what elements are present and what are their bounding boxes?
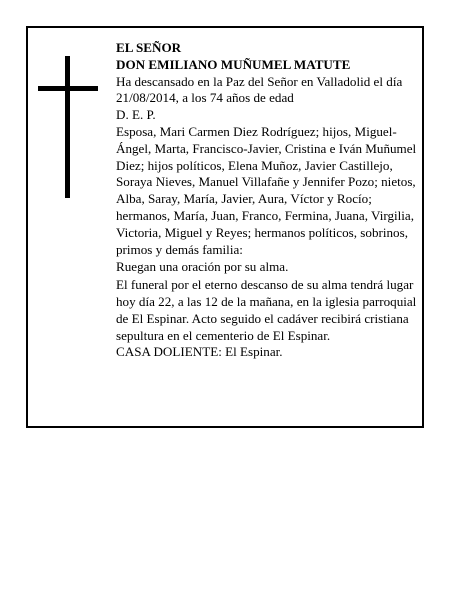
family-text: Esposa, Mari Carmen Diez Rodríguez; hijos, Miguel-Ángel, Marta, Francisco-Javier, Cristina e Iván Muñumel Diez; hijos políticos, Elena Muñoz, Javier Castillejo, Soraya Nieves, Manuel Villafañe y Jennifer Pozo; nietos, Alba, Saray, María, Javier, Aura, Víctor y Rocío; hermanos, María, Juan, Franco, Fermina, Juana, Virgilia, Victoria, Miguel y Reyes; hermanos políticos, sobrinos, primos y demás familia:	[116, 123, 417, 257]
prayer-text: Ruegan una oración por su alma.	[116, 259, 289, 275]
cross-vertical-bar	[65, 56, 70, 198]
funeral-text: El funeral por el eterno descanso de su alma tendrá lugar hoy día 22, a las 12 de la mañana, en la iglesia parroquial de El Espinar. Acto seguido el cadáver recibirá cristiana sepultura en el cementerio de El Espinar.	[116, 277, 417, 343]
deceased-name: DON EMILIANO MUÑUMEL MATUTE	[116, 56, 351, 72]
cross-icon	[38, 56, 98, 198]
obituary-notice	[26, 26, 424, 428]
heading-title: EL SEÑOR	[116, 40, 182, 55]
rip-text: D. E. P.	[116, 107, 156, 123]
notice-body	[116, 40, 420, 361]
cross-horizontal-bar	[38, 86, 98, 91]
mourning-house-text: CASA DOLIENTE: El Espinar.	[116, 344, 283, 360]
announcement-text: Ha descansado en la Paz del Señor en Valladolid el día 21/08/2014, a los 74 años de edad	[116, 73, 403, 106]
